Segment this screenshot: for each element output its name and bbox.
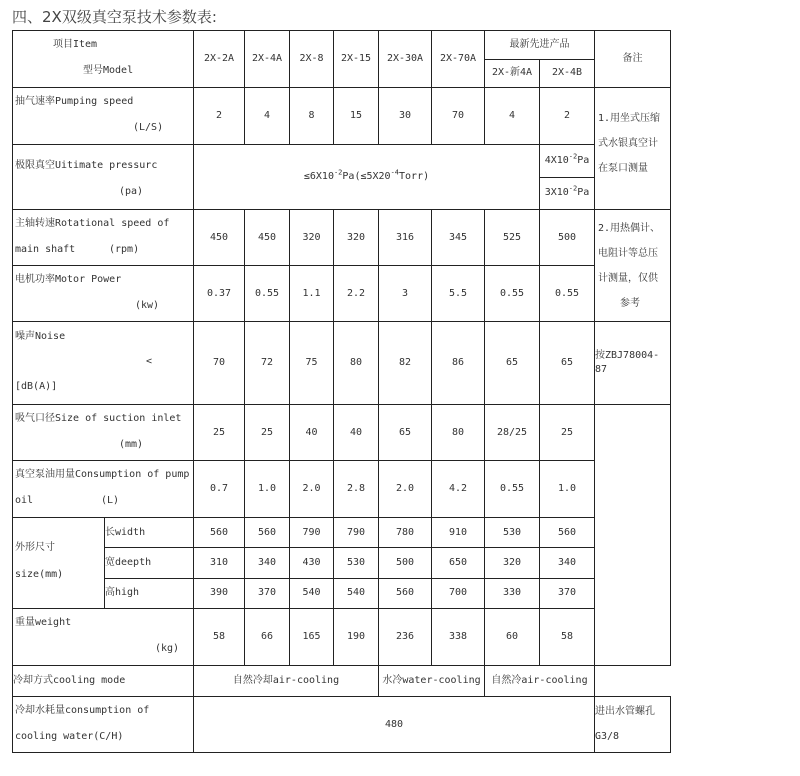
size-label-2: size(mm) — [15, 569, 64, 580]
oil-value: 2.8 — [334, 461, 379, 518]
note-2-line: 2.用热偶计、 — [598, 223, 661, 234]
vacuum-unit: (pa) — [119, 186, 144, 197]
noise-sign: < — [146, 356, 153, 367]
model-header: 2X-70A — [432, 31, 485, 88]
weight-value: 58 — [540, 609, 595, 666]
note-2-cell — [595, 210, 671, 322]
model-header: 2X-4B — [540, 59, 595, 88]
size-label: 外形尺寸 — [15, 542, 55, 553]
noise-value: 82 — [379, 322, 432, 405]
weight-value: 338 — [432, 609, 485, 666]
size-height-value: 540 — [290, 578, 334, 608]
size-height-value: 370 — [245, 578, 290, 608]
inlet-value: 25 — [194, 405, 245, 461]
header-item-label: 项目Item — [53, 39, 98, 50]
notes-header: 备注 — [595, 31, 671, 88]
oil-value: 1.0 — [540, 461, 595, 518]
oil-value: 2.0 — [290, 461, 334, 518]
model-header: 2X-15 — [334, 31, 379, 88]
inlet-value: 25 — [245, 405, 290, 461]
speed-label-cell — [13, 88, 194, 145]
rpm-value: 345 — [432, 210, 485, 266]
weight-label: 重量weight — [15, 617, 72, 628]
note-1-line: 1.用坐式压缩 — [598, 113, 661, 124]
speed-value: 30 — [379, 88, 432, 145]
note-3-text: 按ZBJ78004-87 — [595, 350, 660, 375]
speed-value: 2 — [194, 88, 245, 145]
weight-value: 58 — [194, 609, 245, 666]
oil-value: 1.0 — [245, 461, 290, 518]
oil-label: 真空泵油用量Consumption of pump — [15, 469, 190, 480]
header-model-label: 型号Model — [83, 65, 134, 76]
water-label: 冷却水耗量consumption of — [15, 705, 150, 716]
size-width-value: 310 — [194, 548, 245, 578]
power-value: 2.2 — [334, 266, 379, 322]
oil-value: 2.0 — [379, 461, 432, 518]
power-value: 0.55 — [485, 266, 540, 322]
inlet-label-cell — [13, 405, 194, 461]
model-header: 2X-4A — [245, 31, 290, 88]
inlet-value: 40 — [290, 405, 334, 461]
inlet-unit: (mm) — [119, 439, 144, 450]
size-length-value: 790 — [334, 518, 379, 548]
page-title: 四、2X双级真空泵技术参数表: — [12, 8, 217, 26]
speed-value: 70 — [432, 88, 485, 145]
rpm-value: 450 — [245, 210, 290, 266]
note-1-cell — [595, 88, 671, 210]
advanced-products-header: 最新先进产品 — [485, 31, 595, 60]
rpm-label-2: main shaft — [15, 244, 76, 255]
size-length-value: 910 — [432, 518, 485, 548]
rpm-value: 450 — [194, 210, 245, 266]
inlet-value: 25 — [540, 405, 595, 461]
note-2-line: 参考 — [620, 298, 640, 309]
weight-value: 66 — [245, 609, 290, 666]
size-length-value: 780 — [379, 518, 432, 548]
inlet-value: 80 — [432, 405, 485, 461]
speed-value: 2 — [540, 88, 595, 145]
rpm-value: 320 — [334, 210, 379, 266]
water-label-2: cooling water(C/H) — [15, 731, 124, 742]
noise-value: 72 — [245, 322, 290, 405]
power-label-cell — [13, 266, 194, 322]
size-length-value: 560 — [245, 518, 290, 548]
oil-unit: (L) — [101, 495, 120, 506]
oil-value: 4.2 — [432, 461, 485, 518]
power-value: 0.37 — [194, 266, 245, 322]
rpm-label-cell — [13, 210, 194, 266]
inlet-label: 吸气口径Size of suction inlet — [15, 413, 182, 424]
note-1-line: 在泵口测量 — [598, 163, 648, 174]
note-1-line: 式水银真空计 — [598, 138, 658, 149]
power-label: 电机功率Motor Power — [15, 274, 122, 285]
power-value: 5.5 — [432, 266, 485, 322]
rpm-label: 主轴转速Rotational speed of — [15, 218, 170, 229]
cooling-label: 冷却方式cooling mode — [13, 666, 194, 697]
weight-value: 190 — [334, 609, 379, 666]
model-header: 2X-8 — [290, 31, 334, 88]
size-width-label: 宽deepth — [105, 548, 194, 578]
power-value: 0.55 — [245, 266, 290, 322]
spec-table — [12, 30, 671, 753]
weight-value: 165 — [290, 609, 334, 666]
water-label-cell — [13, 697, 194, 753]
size-width-value: 320 — [485, 548, 540, 578]
note-3-cell — [595, 322, 671, 405]
oil-value: 0.7 — [194, 461, 245, 518]
speed-value: 8 — [290, 88, 334, 145]
size-width-value: 430 — [290, 548, 334, 578]
noise-unit: [dB(A)] — [15, 381, 58, 392]
oil-label-cell — [13, 461, 194, 518]
cooling-water-value: 水冷water-cooling — [379, 666, 485, 697]
model-header: 2X-30A — [379, 31, 432, 88]
size-height-value: 560 — [379, 578, 432, 608]
note-4-line: 进出水管螺孔 — [595, 706, 655, 717]
size-width-value: 340 — [540, 548, 595, 578]
rpm-value: 525 — [485, 210, 540, 266]
model-header: 2X-新4A — [485, 59, 540, 88]
weight-label-cell — [13, 609, 194, 666]
size-width-value: 500 — [379, 548, 432, 578]
size-width-value: 530 — [334, 548, 379, 578]
vacuum-label-cell — [13, 145, 194, 210]
rpm-unit: (rpm) — [109, 244, 140, 255]
vacuum-merged-value: $\le 6X10^{-2}Pa(\le 5X20^{-4}Torr)$ — [194, 145, 540, 210]
vacuum-label: 极限真空Uitimate pressurc — [15, 160, 158, 171]
water-value: 480 — [194, 697, 595, 753]
inlet-value: 40 — [334, 405, 379, 461]
rpm-value: 500 — [540, 210, 595, 266]
oil-value: 0.55 — [485, 461, 540, 518]
oil-label-2: oil — [15, 495, 34, 506]
size-width-value: 340 — [245, 548, 290, 578]
size-length-label: 长width — [105, 518, 194, 548]
weight-unit: (kg) — [155, 643, 180, 654]
power-value: 3 — [379, 266, 432, 322]
note-4-cell — [595, 697, 671, 753]
size-label-cell — [13, 518, 105, 609]
note-2-line: 计测量，仅供 — [598, 273, 658, 284]
note-2-line: 电阻计等总压 — [598, 248, 658, 259]
noise-value: 70 — [194, 322, 245, 405]
size-height-label: 高high — [105, 578, 194, 608]
rpm-value: 320 — [290, 210, 334, 266]
speed-value: 4 — [485, 88, 540, 145]
noise-value: 65 — [485, 322, 540, 405]
noise-value: 75 — [290, 322, 334, 405]
noise-label-cell — [13, 322, 194, 405]
size-height-value: 700 — [432, 578, 485, 608]
size-length-value: 560 — [194, 518, 245, 548]
rpm-value: 316 — [379, 210, 432, 266]
size-width-value: 650 — [432, 548, 485, 578]
cooling-air-value-2: 自然冷air-cooling — [485, 666, 595, 697]
inlet-value: 28/25 — [485, 405, 540, 461]
noise-value: 80 — [334, 322, 379, 405]
power-unit: (kw) — [135, 300, 160, 311]
size-height-value: 330 — [485, 578, 540, 608]
size-length-value: 530 — [485, 518, 540, 548]
noise-value: 65 — [540, 322, 595, 405]
size-length-value: 790 — [290, 518, 334, 548]
size-height-value: 540 — [334, 578, 379, 608]
size-height-value: 370 — [540, 578, 595, 608]
notes-empty-cell — [595, 405, 671, 666]
header-item-model-cell — [13, 31, 194, 88]
weight-value: 60 — [485, 609, 540, 666]
inlet-value: 65 — [379, 405, 432, 461]
size-length-value: 560 — [540, 518, 595, 548]
noise-label: 噪声Noise — [15, 331, 66, 342]
speed-value: 4 — [245, 88, 290, 145]
weight-value: 236 — [379, 609, 432, 666]
vacuum-4b-value-1: $4X10^{-2}Pa$ — [540, 145, 595, 178]
speed-value: 15 — [334, 88, 379, 145]
model-header: 2X-2A — [194, 31, 245, 88]
speed-unit: (L/S) — [133, 122, 164, 133]
power-value: 1.1 — [290, 266, 334, 322]
noise-value: 86 — [432, 322, 485, 405]
speed-label: 抽气速率Pumping speed — [15, 96, 134, 107]
power-value: 0.55 — [540, 266, 595, 322]
vacuum-4b-value-2: $3X10^{-2}Pa$ — [540, 177, 595, 210]
cooling-air-value: 自然冷却air-cooling — [194, 666, 379, 697]
size-height-value: 390 — [194, 578, 245, 608]
note-4-line: G3/8 — [595, 731, 620, 742]
